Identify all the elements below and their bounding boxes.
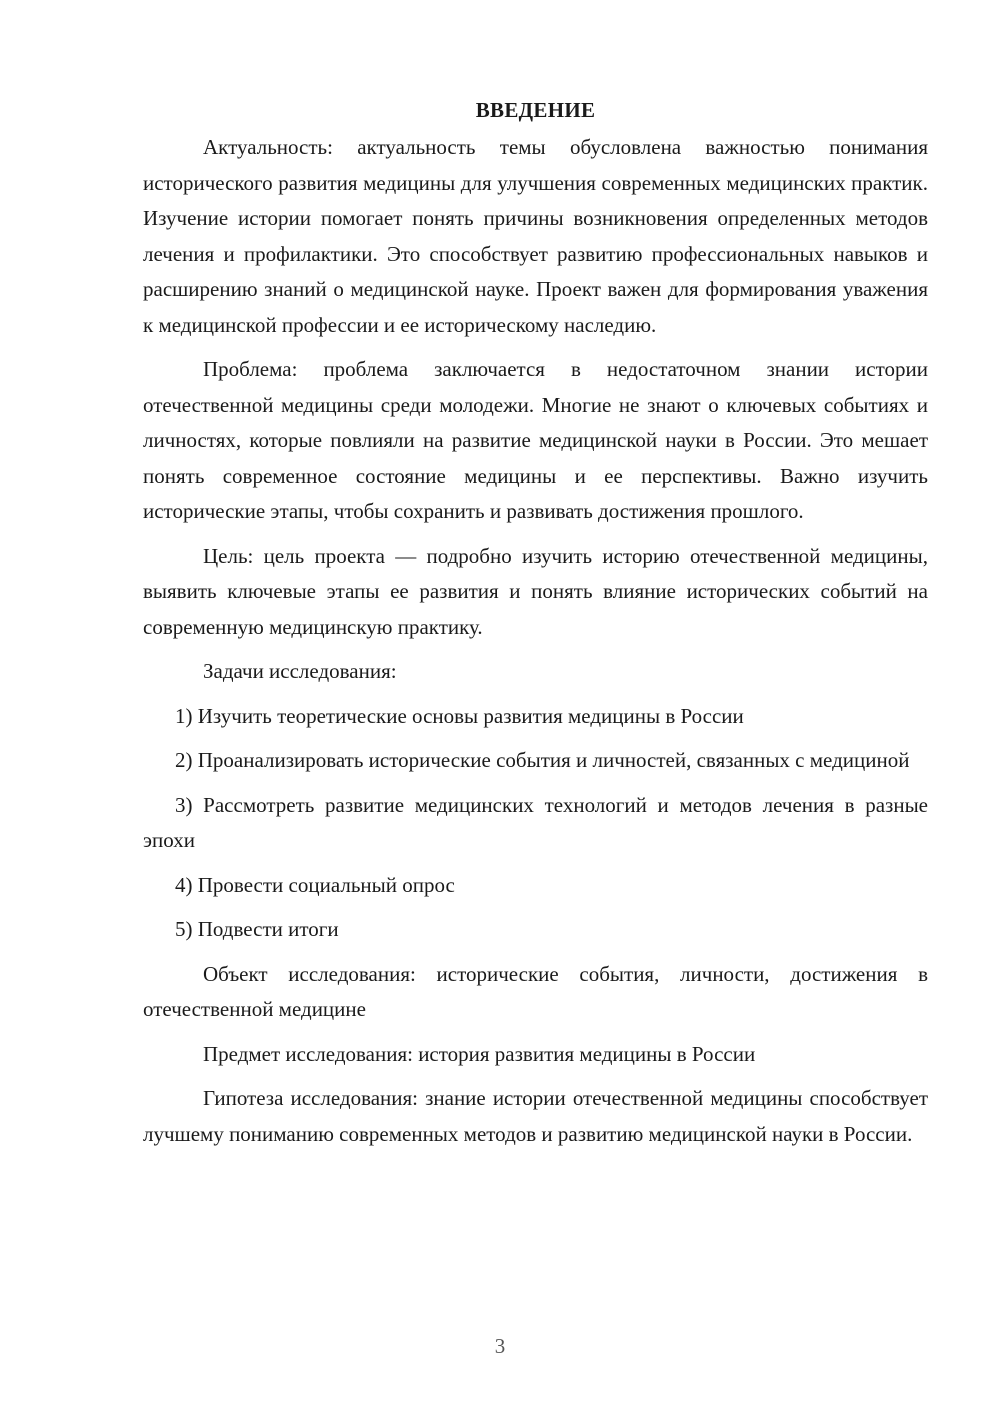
task-item-5: 5) Подвести итоги xyxy=(175,917,339,941)
document-page xyxy=(143,92,928,1161)
task-item-1: 1) Изучить теоретические основы развития медицины в России xyxy=(175,703,744,728)
problem-paragraph: Проблема: проблема заключается в недостаточном знании истории отечественной медицины среди молодежи. Многие не знают о ключевых событиях и личностях, которые повлияли на развитие медицинской науки в России. Это мешает понять современное состояние медицины и ее перспективы. Важно изучить исторические этапы, чтобы сохранить и развивать достижения прошлого. xyxy=(143,357,928,523)
page-number: 3 xyxy=(494,1334,506,1358)
research-object-paragraph: Объект исследования: исторические события, личности, достижения в отечественной медицине xyxy=(143,961,928,1021)
relevance-paragraph: Актуальность: актуальность темы обусловлена важностью понимания исторического развития медицины для улучшения современных медицинских практик. Изучение истории помогает понять причины возникновения определенных методов лечения и профилактики. Это способствует развитию профессиональных навыков и расширению знаний о медицинской науке. Проект важен для формирования уважения к медицинской профессии и ее историческому наследию. xyxy=(143,135,928,337)
task-item-4: 4) Провести социальный опрос xyxy=(175,872,455,897)
task-item-3: 3) Рассмотреть развитие медицинских технологий и методов лечения в разные эпохи xyxy=(143,792,928,852)
goal-paragraph: Цель: цель проекта — подробно изучить историю отечественной медицины, выявить ключевые этапы ее развития и понять влияние исторических событий на современную медицинскую практику. xyxy=(143,543,928,639)
hypothesis-paragraph: Гипотеза исследования: знание истории отечественной медицины способствует лучшему пониманию современных методов и развитию медицинской науки в России. xyxy=(143,1086,928,1146)
tasks-heading: Задачи исследования: xyxy=(203,659,397,683)
document-title: ВВЕДЕНИЕ xyxy=(475,98,596,122)
task-item-2: 2) Проанализировать исторические события и личностей, связанных с медициной xyxy=(175,748,910,772)
research-subject-paragraph: Предмет исследования: история развития медицины в России xyxy=(203,1041,756,1066)
